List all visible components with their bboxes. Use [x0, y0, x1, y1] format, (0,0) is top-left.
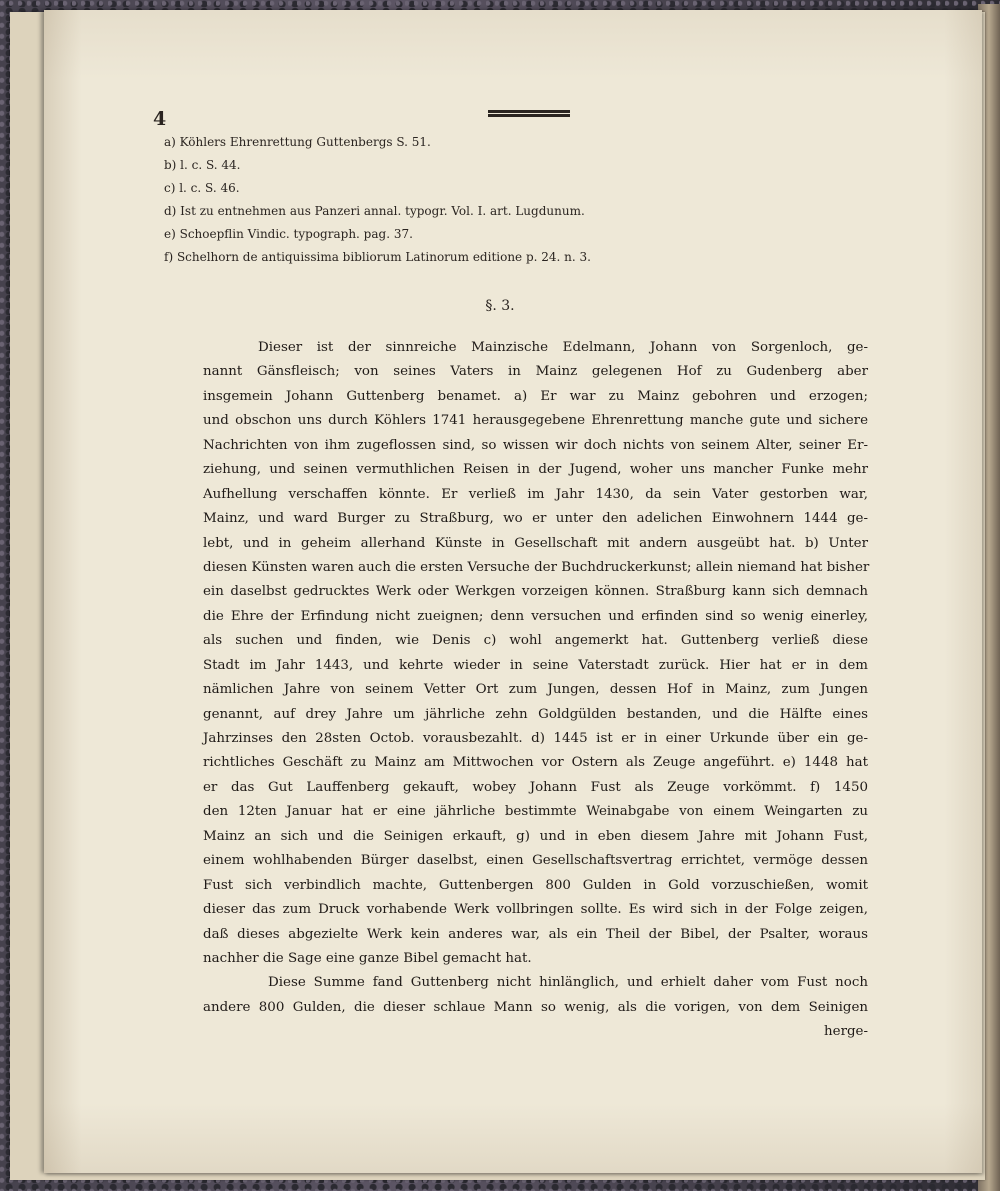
- body-line: andere 800 Gulden, die dieser schlaue Mann so wenig, als die vorigen, von dem Seinigen: [203, 999, 868, 1015]
- footnote-list: [164, 131, 884, 269]
- page-number: 4: [153, 108, 167, 130]
- body-line: nannt Gänsfleisch; von seines Vaters in Mainz gelegenen Hof zu Gudenberg aber: [203, 364, 868, 380]
- body-line: Nachrichten von ihm zugeflossen sind, so wissen wir doch nichts von seinem Alter, seiner Er-: [203, 437, 868, 453]
- footnote-c: c) l. c. S. 46.: [164, 181, 240, 195]
- footnote-f: f) Schelhorn de antiquissima bibliorum Latinorum editione p. 24. n. 3.: [164, 250, 591, 264]
- body-line: Diese Summe fand Guttenberg nicht hinlänglich, und erhielt daher vom Fust noch: [268, 975, 868, 991]
- body-line: lebt, und in geheim allerhand Künste in Gesellschaft mit andern ausgeübt hat. b) Unter: [203, 535, 868, 551]
- body-line: Jahrzinses den 28sten Octob. vorausbezahlt. d) 1445 ist er in einer Urkunde über ein ge-: [203, 731, 868, 746]
- header-rule: [488, 110, 570, 113]
- body-line: richtliches Geschäft zu Mainz am Mittwochen vor Ostern als Zeuge angeführt. e) 1448 hat: [203, 755, 868, 771]
- section-heading: §. 3.: [485, 298, 515, 314]
- footnote-b: b) l. c. S. 44.: [164, 158, 241, 172]
- body-line: Mainz an sich und die Seinigen erkauft, g) und in eben diesem Jahre mit Johann Fust,: [203, 828, 868, 844]
- body-line: er das Gut Lauffenberg gekauft, wobey Johann Fust als Zeuge vorkömmt. f) 1450: [203, 779, 868, 795]
- footnote-d: d) Ist zu entnehmen aus Panzeri annal. typogr. Vol. I. art. Lugdunum.: [164, 204, 585, 218]
- body-line: diesen Künsten waren auch die ersten Versuche der Buchdruckerkunst; allein niemand hat bisher: [203, 559, 870, 575]
- body-line: Aufhellung verschaffen könnte. Er verließ im Jahr 1430, da sein Vater gestorben war,: [203, 486, 868, 502]
- body-line: und obschon uns durch Köhlers 1741 herausgegebene Ehrenrettung manche gute und sichere: [203, 413, 868, 429]
- body-line: ein daselbst gedrucktes Werk oder Werkgen vorzeigen können. Straßburg kann sich demnach: [203, 584, 868, 600]
- body-line: nachher die Sage eine ganze Bibel gemacht hat.: [203, 950, 532, 966]
- body-line: die Ehre der Erfindung nicht zueignen; denn versuchen und erfinden sind so wenig einerley,: [203, 608, 868, 624]
- body-line: ziehung, und seinen vermuthlichen Reisen in der Jugend, woher uns mancher Funke mehr: [203, 462, 868, 478]
- body-line: genannt, auf drey Jahre um jährliche zehn Goldgülden bestanden, und die Hälfte eines: [203, 706, 868, 722]
- catchword: herge-: [824, 1024, 868, 1040]
- body-line: dieser das zum Druck vorhabende Werk vollbringen sollte. Es wird sich in der Folge zeigen,: [203, 902, 868, 918]
- body-line: Stadt im Jahr 1443, und kehrte wieder in seine Vaterstadt zurück. Hier hat er in dem: [203, 657, 868, 673]
- body-line: nämlichen Jahre von seinem Vetter Ort zum Jungen, dessen Hof in Mainz, zum Jungen: [203, 682, 868, 698]
- body-text: [203, 336, 868, 1045]
- body-line: Dieser ist der sinnreiche Mainzische Edelmann, Johann von Sorgenloch, ge-: [258, 340, 868, 355]
- body-line: als suchen und finden, wie Denis c) wohl angemerkt hat. Guttenberg verließ diese: [203, 633, 868, 649]
- body-line: daß dieses abgezielte Werk kein anderes war, als ein Theil der Bibel, der Psalter, woraus: [203, 926, 868, 942]
- body-line: Mainz, und ward Burger zu Straßburg, wo er unter den adelichen Einwohnern 1444 ge-: [203, 511, 868, 527]
- body-line: Fust sich verbindlich machte, Guttenbergen 800 Gulden in Gold vorzuschießen, womit: [203, 877, 868, 893]
- body-line: den 12ten Januar hat er eine jährliche bestimmte Weinabgabe von einem Weingarten zu: [203, 804, 868, 820]
- body-line: insgemein Johann Guttenberg benamet. a) Er war zu Mainz gebohren und erzogen;: [203, 388, 868, 404]
- footnote-a: a) Köhlers Ehrenrettung Guttenbergs S. 51.: [164, 135, 431, 149]
- footnote-e: e) Schoepflin Vindic. typograph. pag. 37.: [164, 227, 413, 241]
- body-line: einem wohlhabenden Bürger daselbst, einen Gesellschaftsvertrag errichtet, vermöge dessen: [203, 853, 868, 869]
